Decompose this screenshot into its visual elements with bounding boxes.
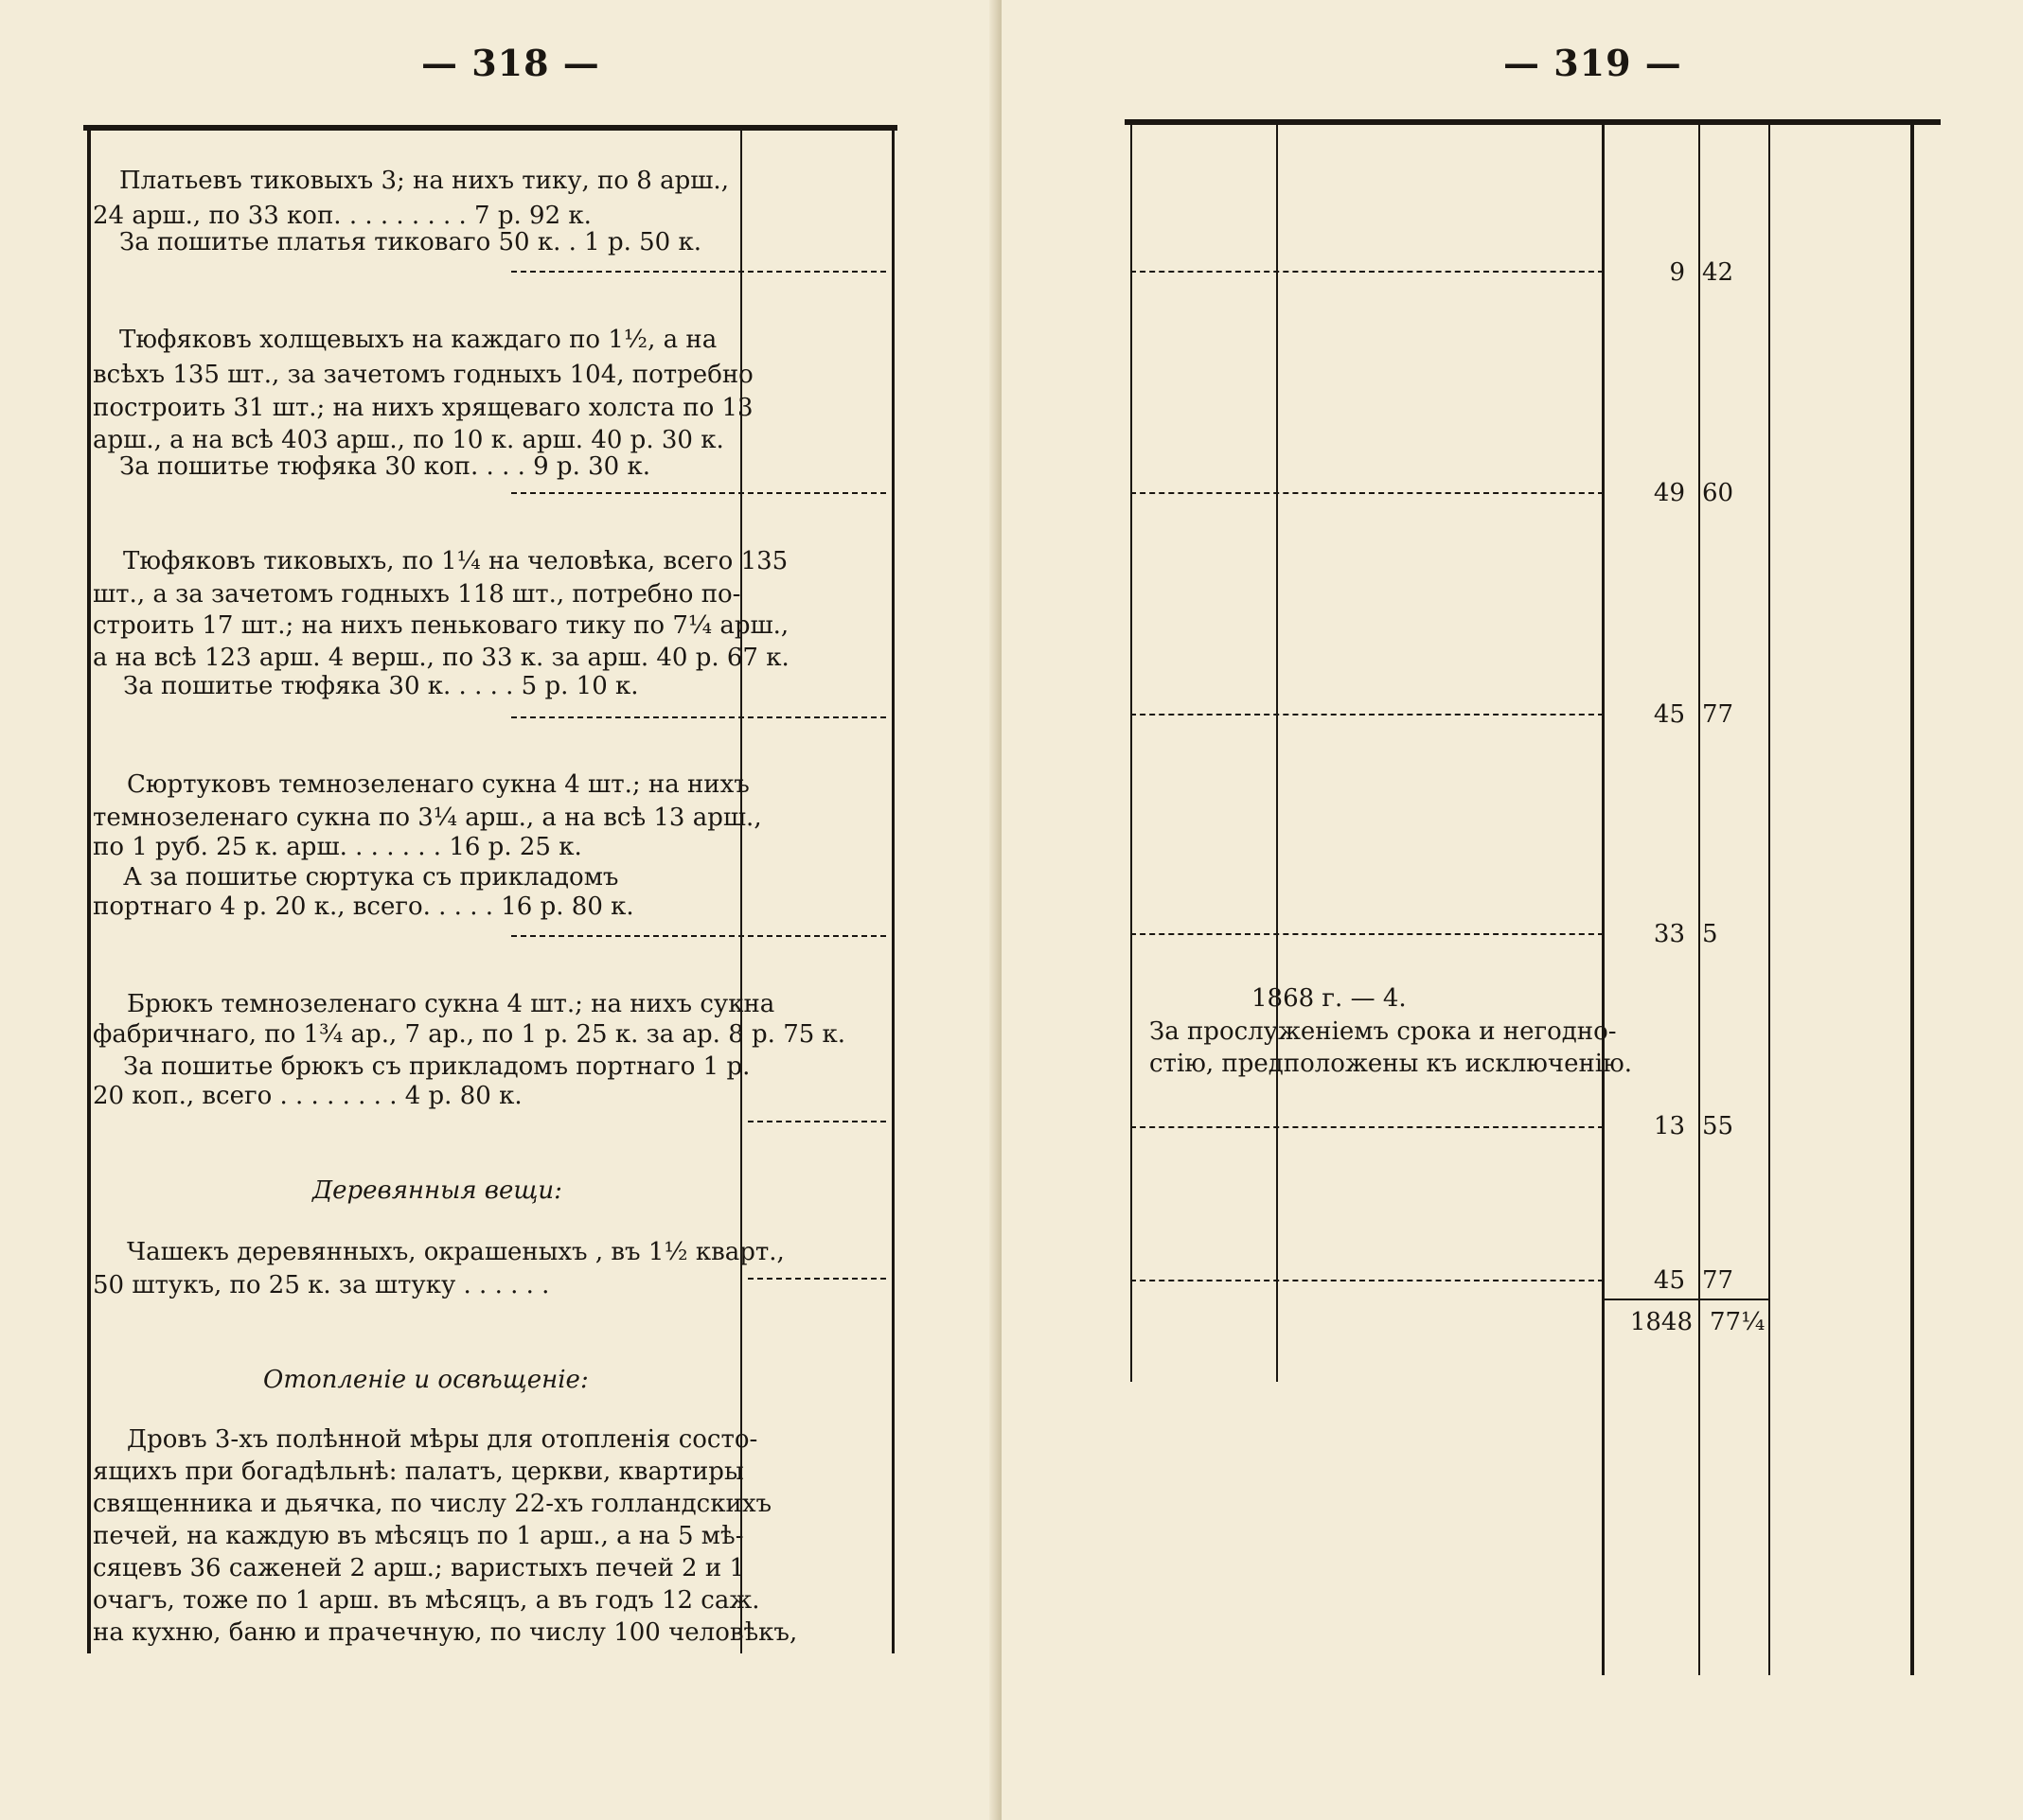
amount-rubles: 13 bbox=[1653, 1112, 1685, 1140]
item-line: фабричнаго, по 1¾ ар., 7 ар., по 1 р. 25 к. за ар. 8 р. 75 к. bbox=[93, 1020, 846, 1049]
column-rule bbox=[740, 125, 742, 1653]
table-top-rule bbox=[1125, 119, 1941, 125]
row-divider bbox=[1130, 271, 1604, 273]
table-left-rule bbox=[87, 125, 91, 1653]
right-page bbox=[1002, 0, 2023, 1820]
item-line: сяцевъ 36 саженей 2 арш.; варистыхъ печей 2 и 1 bbox=[93, 1554, 745, 1582]
amount-rubles: 45 bbox=[1653, 1266, 1685, 1295]
item-line: За пошитье платья тиковаго 50 к. . 1 р. 50 к. bbox=[119, 228, 701, 256]
item-line: 20 коп., всего . . . . . . . . 4 р. 80 к. bbox=[93, 1082, 523, 1110]
rubles-column-rule bbox=[1602, 123, 1605, 1675]
amount-kopecks: 42 bbox=[1702, 258, 1734, 287]
note-year: 1868 г. — 4. bbox=[1251, 984, 1407, 1013]
amount-kopecks: 60 bbox=[1702, 479, 1734, 507]
item-divider bbox=[511, 716, 886, 718]
item-line: всѣхъ 135 шт., за зачетомъ годныхъ 104, потребно bbox=[93, 361, 754, 389]
item-line: Платьевъ тиковыхъ 3; на нихъ тику, по 8 арш., bbox=[119, 167, 729, 195]
item-line: арш., а на всѣ 403 арш., по 10 к. арш. 40 р. 30 к. bbox=[93, 426, 724, 454]
total-kopecks: 77¼ bbox=[1710, 1308, 1766, 1336]
item-line: темнозеленаго сукна по 3¼ арш., а на всѣ 13 арш., bbox=[93, 804, 762, 832]
item-line: очагъ, тоже по 1 арш. въ мѣсяцъ, а въ годъ 12 саж. bbox=[93, 1586, 760, 1615]
item-line: За пошитье брюкъ съ прикладомъ портнаго 1 р. bbox=[123, 1052, 751, 1081]
table-right-rule bbox=[892, 125, 895, 1653]
amount-kopecks: 5 bbox=[1702, 920, 1718, 948]
amount-kopecks: 77 bbox=[1702, 1266, 1734, 1295]
amount-rubles: 49 bbox=[1653, 479, 1685, 507]
item-line: строить 17 шт.; на нихъ пеньковаго тику по 7¼ арш., bbox=[93, 611, 790, 640]
item-line: 50 штукъ, по 25 к. за штуку . . . . . . bbox=[93, 1271, 550, 1299]
item-line: портнаго 4 р. 20 к., всего. . . . . 16 р. 80 к. bbox=[93, 892, 634, 921]
item-line: шт., а за зачетомъ годныхъ 118 шт., потребно по- bbox=[93, 580, 741, 609]
row-divider bbox=[1130, 1280, 1604, 1281]
row-divider bbox=[1130, 492, 1604, 494]
row-divider bbox=[1130, 714, 1604, 716]
total-rule bbox=[1604, 1299, 1770, 1300]
text-column-rule bbox=[1276, 123, 1278, 1382]
item-line: Тюфяковъ тиковыхъ, по 1¼ на человѣка, всего 135 bbox=[123, 547, 789, 575]
kopecks-right-rule bbox=[1768, 123, 1770, 1675]
left-page bbox=[0, 0, 1002, 1820]
item-divider bbox=[748, 1278, 886, 1280]
item-line: Чашекъ деревянныхъ, окрашеныхъ , въ 1½ кварт., bbox=[127, 1238, 785, 1266]
item-line: Брюкъ темнозеленаго сукна 4 шт.; на нихъ сукна bbox=[127, 990, 775, 1018]
amount-kopecks: 55 bbox=[1702, 1112, 1734, 1140]
item-line: За пошитье тюфяка 30 коп. . . . 9 р. 30 к. bbox=[119, 452, 650, 481]
item-line: За пошитье тюфяка 30 к. . . . . 5 р. 10 к. bbox=[123, 672, 639, 700]
item-line: на кухню, баню и прачечную, по числу 100 человѣкъ, bbox=[93, 1618, 798, 1647]
item-line: построить 31 шт.; на нихъ хрящеваго холста по 13 bbox=[93, 394, 754, 422]
item-line: священника и дьячка, по числу 22-хъ голландскихъ bbox=[93, 1490, 772, 1518]
amount-kopecks: 77 bbox=[1702, 700, 1734, 729]
item-line: а на всѣ 123 арш. 4 верш., по 33 к. за арш. 40 р. 67 к. bbox=[93, 644, 790, 672]
item-line: по 1 руб. 25 к. арш. . . . . . . 16 р. 25 к. bbox=[93, 833, 582, 861]
item-line: 24 арш., по 33 коп. . . . . . . . . 7 р. 92 к. bbox=[93, 202, 592, 230]
item-line: А за пошитье сюртука съ прикладомъ bbox=[123, 863, 619, 892]
page-number-left: — 318 — bbox=[421, 42, 600, 84]
item-line: ящихъ при богадѣльнѣ: палатъ, церкви, квартиры bbox=[93, 1458, 744, 1486]
total-rubles: 1848 bbox=[1629, 1308, 1693, 1336]
row-divider bbox=[1130, 1126, 1604, 1128]
amount-rubles: 33 bbox=[1653, 920, 1685, 948]
table-right-rule bbox=[1910, 123, 1914, 1675]
item-divider bbox=[748, 1121, 886, 1122]
kopecks-column-rule bbox=[1698, 123, 1700, 1675]
item-line: Дровъ 3-хъ полѣнной мѣры для отопленія состо- bbox=[127, 1425, 758, 1454]
note-line: стію, предположены къ исключенію. bbox=[1149, 1050, 1633, 1078]
table-left-rule bbox=[1130, 123, 1132, 1382]
item-divider bbox=[511, 492, 886, 494]
row-divider bbox=[1130, 933, 1604, 935]
amount-rubles: 45 bbox=[1653, 700, 1685, 729]
item-line: печей, на каждую въ мѣсяцъ по 1 арш., а на 5 мѣ- bbox=[93, 1522, 744, 1550]
amount-rubles: 9 bbox=[1669, 258, 1685, 287]
section-heading-heating: Отопленіе и освѣщеніе: bbox=[263, 1366, 589, 1394]
section-heading-wooden: Деревянныя вещи: bbox=[312, 1176, 562, 1205]
table-top-rule bbox=[83, 125, 897, 131]
item-line: Тюфяковъ холщевыхъ на каждаго по 1½, а на bbox=[119, 326, 718, 354]
item-divider bbox=[511, 935, 886, 937]
item-divider bbox=[511, 271, 886, 273]
item-line: Сюртуковъ темнозеленаго сукна 4 шт.; на нихъ bbox=[127, 770, 750, 799]
note-line: За прослуженіемъ срока и негодно- bbox=[1149, 1017, 1617, 1046]
page-number-right: — 319 — bbox=[1503, 42, 1682, 84]
